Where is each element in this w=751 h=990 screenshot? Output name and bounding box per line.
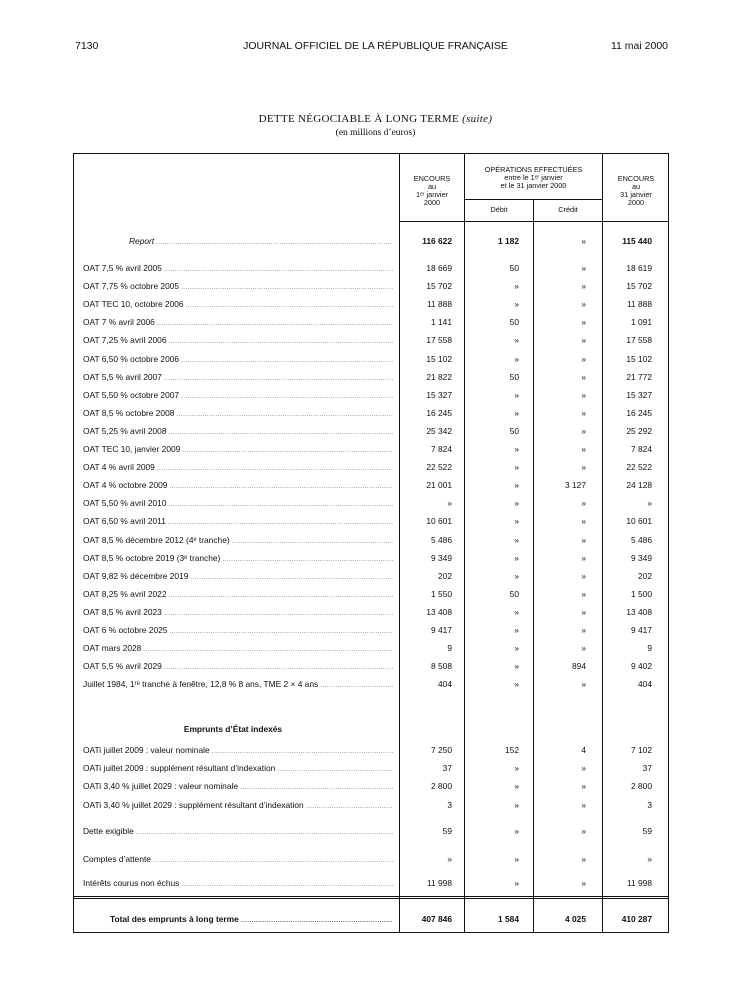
table-title-main: DETTE NÉGOCIABLE À LONG TERME (258, 113, 460, 125)
table-row-value-2: » (514, 679, 519, 690)
col-encours-start-l4: 2000 (423, 198, 441, 207)
table-row-value-1: 21 822 (426, 371, 452, 382)
table-row-label: OAT 8,5 % décembre 2012 (4ᵉ tranche) ..... (83, 535, 393, 545)
table-row-value-1: 10 601 (426, 516, 452, 527)
report-credit: » (581, 236, 586, 246)
table-row (74, 516, 668, 530)
table-row (74, 354, 668, 368)
publication-date: 11 mai 2000 (610, 40, 668, 52)
misc-row-value-3: » (581, 826, 586, 836)
table-row-value-2: 50 (509, 317, 519, 328)
col-debit: Débit (490, 205, 508, 214)
table-title-suite: (suite) (462, 113, 493, 125)
misc-row-value-1: » (447, 854, 452, 864)
total-row (74, 914, 668, 928)
table-row-value-3: » (581, 407, 586, 418)
table-row-value-1: 202 (438, 570, 452, 581)
table-row-value-4: 202 (638, 570, 652, 581)
indexed-row-value-3: » (581, 799, 586, 810)
col-encours-end-l2: au (631, 182, 641, 191)
table-row-value-1: 18 669 (426, 263, 452, 273)
table-row-label: OAT 5,25 % avril 2008 ..... (83, 426, 393, 436)
table-row-label: OAT 4 % octobre 2009 ..... (83, 480, 393, 490)
indexed-row-value-1: 7 250 (431, 745, 452, 755)
table-row-value-2: » (514, 661, 519, 672)
col-operations-l3: et le 31 janvier 2000 (500, 181, 567, 190)
table-row-value-2: » (514, 462, 519, 473)
table-row (74, 498, 668, 512)
table-row-value-1: 15 327 (426, 389, 452, 400)
report-encours-start: 116 622 (422, 236, 452, 246)
section-indexed-title: Emprunts d’État indexés (183, 724, 283, 734)
table-body (74, 154, 668, 932)
misc-row-value-2: » (514, 854, 519, 864)
report-row (74, 236, 668, 250)
table-row-value-2: » (514, 606, 519, 617)
table-row-value-2: » (514, 444, 519, 454)
table-row (74, 390, 668, 404)
indexed-row-value-1: 37 (442, 763, 452, 774)
table-row-value-3: » (581, 281, 586, 292)
table-row-label: OAT 7,25 % avril 2006 ..... (83, 335, 393, 345)
table-row-label: OAT 6 % octobre 2025 ..... (83, 625, 393, 635)
table-row (74, 535, 668, 549)
indexed-row-value-3: » (581, 781, 586, 792)
table-row-value-3: » (581, 353, 586, 364)
indexed-row-value-4: 3 (647, 799, 652, 810)
table-row-value-1: 404 (438, 679, 452, 690)
report-label: Report ..... (129, 236, 392, 246)
table-row-value-1: 9 349 (431, 552, 452, 563)
table-row-label: OAT 5,5 % avril 2029 ..... (83, 661, 393, 671)
misc-row-label: Intérêts courus non échus ..... (83, 878, 393, 888)
table-row-value-3: » (581, 299, 586, 310)
table-row-value-4: 9 402 (631, 661, 652, 672)
table-row (74, 571, 668, 585)
indexed-row-label: OATi juillet 2009 : valeur nominale ..... (83, 745, 393, 755)
table-row-value-3: » (581, 570, 586, 581)
indexed-row (74, 781, 668, 795)
misc-row-value-1: 59 (442, 826, 452, 836)
table-row-value-3: » (581, 606, 586, 617)
table-row-value-4: 15 702 (626, 281, 652, 292)
col-encours-end-l3: 31 janvier (620, 190, 652, 199)
journal-title: JOURNAL OFFICIEL DE LA RÉPUBLIQUE FRANÇAISE (243, 40, 508, 52)
table-row-value-2: » (514, 570, 519, 581)
table-row-value-4: 18 619 (626, 263, 652, 273)
misc-row-value-2: » (514, 878, 519, 888)
table-row-value-3: 3 127 (565, 480, 586, 491)
col-credit: Crédit (558, 205, 578, 214)
table-row-label: OAT 5,5 % avril 2007 ..... (83, 372, 393, 382)
indexed-row-label: OATi 3,40 % juillet 2029 : valeur nominale ..... (83, 781, 393, 791)
table-row-value-2: » (514, 516, 519, 527)
table-row-value-4: 10 601 (626, 516, 652, 527)
table-row-value-1: 5 486 (431, 534, 452, 545)
table-row-value-1: 9 (447, 643, 452, 654)
debt-table (73, 153, 669, 933)
indexed-row-value-2: » (514, 763, 519, 774)
total-encours-end: 410 287 (621, 914, 652, 924)
indexed-row-value-4: 2 800 (631, 781, 652, 792)
table-row-value-4: 17 558 (626, 335, 652, 346)
col-encours-start-l3: 1ᵉʳ janvier (415, 190, 449, 199)
table-row (74, 299, 668, 313)
indexed-row-value-4: 7 102 (631, 745, 652, 755)
table-row-value-1: 8 508 (431, 661, 452, 672)
total-label: Total des emprunts à long terme ..... (110, 914, 392, 924)
table-row-value-1: 15 102 (426, 353, 452, 364)
indexed-row-label: OATi 3,40 % juillet 2029 : supplément résultant d’indexation ..... (83, 800, 393, 810)
table-row-value-2: » (514, 281, 519, 292)
table-row-value-3: » (581, 389, 586, 400)
table-row-value-1: 7 824 (431, 444, 452, 454)
table-row-value-3: » (581, 425, 586, 436)
table-row-label: OAT 5,50 % octobre 2007 ..... (83, 390, 393, 400)
table-row-value-4: 25 292 (626, 425, 652, 436)
table-row-value-1: 21 001 (426, 480, 452, 491)
misc-row-value-1: 11 998 (427, 878, 452, 888)
table-row (74, 281, 668, 295)
table-row-value-3: » (581, 444, 586, 454)
table-row-value-3: » (581, 462, 586, 473)
col-operations-l2: entre le 1ᵉʳ janvier (504, 173, 563, 182)
table-row-label: OAT 8,25 % avril 2022 ..... (83, 589, 393, 599)
table-row (74, 372, 668, 386)
table-row-value-4: 22 522 (626, 462, 652, 473)
table-row-value-2: » (514, 480, 519, 491)
table-row (74, 643, 668, 657)
table-row-value-3: » (581, 588, 586, 599)
table-row-value-3: » (581, 335, 586, 346)
table-row-value-1: 13 408 (426, 606, 452, 617)
col-encours-end-l1: ENCOURS (617, 174, 655, 183)
table-row (74, 462, 668, 476)
indexed-row (74, 763, 668, 777)
table-row-value-1: 22 522 (426, 462, 452, 473)
indexed-row-value-2: » (514, 781, 519, 792)
total-credit: 4 025 (565, 914, 586, 924)
table-row-value-4: » (647, 498, 652, 509)
table-row-value-2: » (514, 353, 519, 364)
table-row-value-3: » (581, 625, 586, 635)
table-row-value-1: 17 558 (426, 335, 452, 346)
table-row-label: OAT 7,5 % avril 2005 ..... (83, 263, 393, 273)
table-row-label: OAT 6,50 % avril 2011 ..... (83, 516, 393, 526)
table-row-value-1: 15 702 (426, 281, 452, 292)
table-row-value-3: » (581, 552, 586, 563)
table-row-label: OAT 9,82 % décembre 2019 ..... (83, 571, 393, 581)
table-row-value-2: » (514, 534, 519, 545)
table-row (74, 661, 668, 675)
table-row-label: OAT 4 % avril 2009 ..... (83, 462, 393, 472)
report-encours-end: 115 440 (622, 236, 652, 246)
table-row (74, 317, 668, 331)
table-row-label: OAT 7 % avril 2006 ..... (83, 317, 393, 327)
total-encours-start: 407 846 (421, 914, 452, 924)
indexed-row-value-2: » (514, 799, 519, 810)
table-row-value-2: 50 (509, 371, 519, 382)
table-row (74, 625, 668, 639)
table-row-value-4: 13 408 (626, 606, 652, 617)
table-row (74, 263, 668, 277)
table-row-value-3: » (581, 516, 586, 527)
indexed-row-value-3: 4 (581, 745, 586, 755)
table-unit: (en millions d’euros) (335, 128, 416, 138)
table-row-value-1: 1 141 (431, 317, 452, 328)
table-row-value-3: » (581, 643, 586, 654)
table-row (74, 589, 668, 603)
table-row-value-3: » (581, 534, 586, 545)
table-row-label: OAT 8,5 % octobre 2019 (3ᵉ tranche) ..... (83, 553, 393, 563)
table-row-label: OAT TEC 10, janvier 2009 ..... (83, 444, 393, 454)
misc-row-value-4: 11 998 (627, 878, 652, 888)
table-row-value-4: 15 327 (626, 389, 652, 400)
table-row-value-2: » (514, 299, 519, 310)
table-row-value-2: » (514, 407, 519, 418)
table-row-value-1: 1 550 (431, 588, 452, 599)
col-encours-start-l1: ENCOURS (413, 174, 451, 183)
misc-row (74, 878, 668, 892)
table-row-value-1: 16 245 (426, 407, 452, 418)
table-row-value-3: » (581, 679, 586, 690)
indexed-row (74, 800, 668, 814)
table-row-value-3: » (581, 371, 586, 382)
table-row (74, 553, 668, 567)
table-title (0, 113, 751, 125)
indexed-row-value-4: 37 (642, 763, 652, 774)
misc-row-value-4: » (647, 854, 652, 864)
table-row-value-4: 7 824 (631, 444, 652, 454)
col-encours-end-l4: 2000 (627, 198, 645, 207)
table-row-value-4: 5 486 (631, 534, 652, 545)
table-row-value-4: 9 349 (631, 552, 652, 563)
table-row-value-2: » (514, 643, 519, 654)
table-row-value-4: 24 128 (626, 480, 652, 491)
table-row-value-1: 25 342 (426, 425, 452, 436)
table-row-value-2: » (514, 335, 519, 346)
report-debit: 1 182 (498, 236, 519, 246)
table-row-value-4: 15 102 (626, 353, 652, 364)
table-row-value-4: 11 888 (627, 299, 652, 310)
indexed-row (74, 745, 668, 759)
table-row (74, 480, 668, 494)
misc-row (74, 854, 668, 868)
table-row (74, 335, 668, 349)
total-debit: 1 584 (498, 914, 519, 924)
table-row (74, 444, 668, 458)
col-encours-start-l2: au (427, 182, 437, 191)
indexed-row-value-1: 2 800 (431, 781, 452, 792)
table-row-value-1: » (447, 498, 452, 509)
col-operations-l1: OPÉRATIONS EFFECTUÉES (484, 165, 583, 174)
table-row-label: OAT mars 2028 ..... (83, 643, 393, 653)
table-row-value-4: 404 (638, 679, 652, 690)
table-row-value-1: 11 888 (427, 299, 452, 310)
table-row-value-4: 9 417 (631, 625, 652, 635)
table-row-value-4: 1 500 (631, 588, 652, 599)
table-row-value-3: » (581, 317, 586, 328)
indexed-row-value-3: » (581, 763, 586, 774)
misc-row-value-2: » (514, 826, 519, 836)
table-row (74, 408, 668, 422)
table-row-value-2: » (514, 389, 519, 400)
table-row-value-4: 21 772 (626, 371, 652, 382)
table-row-value-2: 50 (509, 263, 519, 273)
table-row-value-3: 894 (572, 661, 586, 672)
misc-row-value-3: » (581, 854, 586, 864)
indexed-row-value-1: 3 (447, 799, 452, 810)
misc-row-label: Comptes d’attente ..... (83, 854, 393, 864)
table-row-value-3: » (581, 498, 586, 509)
indexed-row-value-2: 152 (505, 745, 519, 755)
misc-row-value-3: » (581, 878, 586, 888)
table-row (74, 679, 668, 693)
table-row-value-4: 9 (647, 643, 652, 654)
table-row-value-4: 1 091 (631, 317, 652, 328)
table-row-value-2: » (514, 498, 519, 509)
indexed-row-label: OATi juillet 2009 : supplément résultant d’indexation ..... (83, 763, 393, 773)
table-row-label: OAT TEC 10, octobre 2006 ..... (83, 299, 393, 309)
table-row-label: Juillet 1984, 1ʳᵉ tranche à fenêtre, 12,8 % 8 ans, TME 2 × 4 ans ..... (83, 679, 393, 689)
table-row (74, 426, 668, 440)
table-row-value-1: 9 417 (431, 625, 452, 635)
table-row-value-2: » (514, 625, 519, 635)
table-row-label: OAT 8,5 % avril 2023 ..... (83, 607, 393, 617)
table-row-value-2: 50 (509, 425, 519, 436)
misc-row-value-4: 59 (642, 826, 652, 836)
table-row-label: OAT 8,5 % octobre 2008 ..... (83, 408, 393, 418)
table-row (74, 607, 668, 621)
page-number: 7130 (75, 40, 99, 52)
table-row-label: OAT 7,75 % octobre 2005 ..... (83, 281, 393, 291)
table-row-label: OAT 5,50 % avril 2010 ..... (83, 498, 393, 508)
misc-row (74, 826, 668, 840)
table-row-value-4: 16 245 (626, 407, 652, 418)
table-row-label: OAT 6,50 % octobre 2006 ..... (83, 354, 393, 364)
table-row-value-3: » (581, 263, 586, 273)
table-row-value-2: 50 (509, 588, 519, 599)
table-row-value-2: » (514, 552, 519, 563)
misc-row-label: Dette exigible ..... (83, 826, 393, 836)
